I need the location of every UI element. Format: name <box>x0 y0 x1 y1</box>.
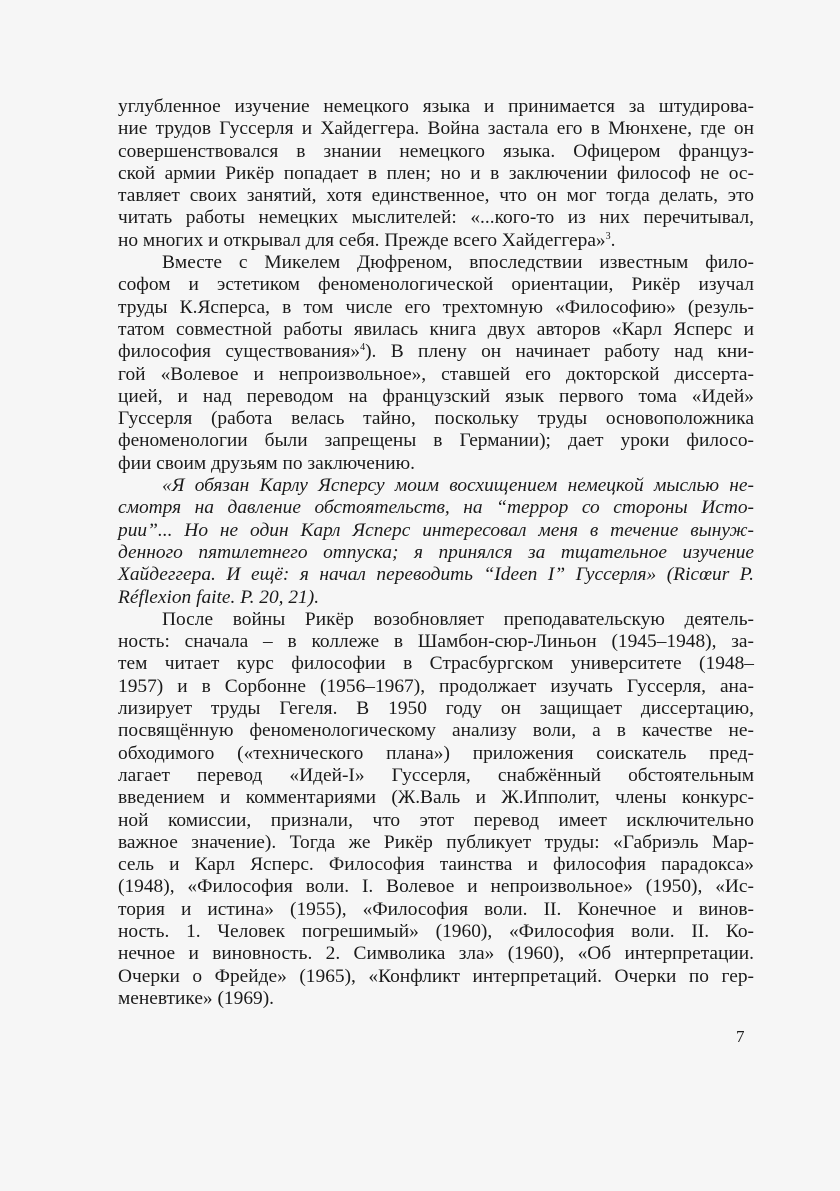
text-line: ность. 1. Человек погрешимый» (1960), «Философия воли. II. Ко- <box>118 920 754 942</box>
text-line: лизирует труды Гегеля. В 1950 году он защищает диссертацию, <box>118 698 754 720</box>
text-line: сель и Карл Ясперс. Философия таинства и философия парадокса» <box>118 854 754 876</box>
text-line: введением и комментариями (Ж.Валь и Ж.Ипполит, члены конкурс- <box>118 787 754 809</box>
text-line: Вместе с Микелем Дюфреном, впоследствии известным фило- <box>162 252 754 274</box>
text-line-tail: ). В плену он начинает работу над кни- <box>365 341 754 363</box>
text-line: лагает перевод «Идей-I» Гуссерля, снабжённый обстоятельным <box>118 764 754 786</box>
text-line: углубленное изучение немецкого языка и принимается за штудирова- <box>118 96 754 117</box>
text-line: гой «Волевое и непроизвольное», ставшей его докторской диссерта- <box>118 363 754 385</box>
text-line: феноменологии были запрещены в Германии); дает уроки филосо- <box>118 430 754 452</box>
paragraph-1 <box>118 96 754 252</box>
text-line: Гуссерля (работа велась тайно, поскольку труды основоположника <box>118 408 754 430</box>
text-line: совершенствовался в знании немецкого языка. Офицером француз- <box>118 140 754 162</box>
text-line: (1948), «Философия воли. I. Волевое и непроизвольное» (1950), «Ис- <box>118 876 754 898</box>
text-line: Réflexion faite. P. 20, 21). <box>118 586 320 608</box>
text-line: меневтике» (1969). <box>118 987 275 1009</box>
page-body <box>118 96 754 1010</box>
text-line: софом и эстетиком феноменологической ориентации, Рикёр изучал <box>118 274 754 296</box>
text-line: После войны Рикёр возобновляет преподавательскую деятель- <box>162 608 754 630</box>
text-line <box>118 230 754 252</box>
text-line <box>118 341 754 363</box>
text-line: Хайдеггера. И ещё: я начал переводить “Ideen I” Гуссерля» (Ricœur P. <box>118 564 754 586</box>
text-line: ной комиссии, признали, что этот перевод имеет исключительно <box>118 809 754 831</box>
text-line: тория и истина» (1955), «Философия воли. II. Конечное и винов- <box>118 898 754 920</box>
footnote-mark: 3 <box>605 230 611 242</box>
text-line: тем читает курс философии в Страсбургском университете (1948– <box>118 653 754 675</box>
page-number: 7 <box>736 1027 745 1046</box>
paragraph-2 <box>118 252 754 475</box>
text-line: ность: сначала – в коллеже в Шамбон-сюр-Линьон (1945–1948), за- <box>118 631 754 653</box>
text-line-content: философия существования» <box>118 341 361 363</box>
text-line: смотря на давление обстоятельств, на “террор со стороны Исто- <box>118 497 754 519</box>
quote-paragraph <box>118 475 754 609</box>
text-line: тавляет своих занятий, хотя единственное, что он мог тогда делать, это <box>118 185 754 207</box>
paragraph-4 <box>118 609 754 1010</box>
text-line: фии своим друзьям по заключению. <box>118 452 416 474</box>
text-line-tail: . <box>610 229 616 251</box>
text-line: труды К.Ясперса, в том числе его трехтомную «Философию» (резуль- <box>118 296 754 318</box>
text-line: читать работы немецких мыслителей: «...кого-то из них перечитывал, <box>118 207 754 229</box>
text-line: ние трудов Гуссерля и Хайдеггера. Война застала его в Мюнхене, где он <box>118 118 754 140</box>
text-line: посвящённую феноменологическому анализу воли, а в качестве не- <box>118 720 754 742</box>
text-line: нечное и виновность. 2. Символика зла» (1960), «Об интерпретации. <box>118 943 754 965</box>
text-line: денного пятилетнего отпуска; я принялся за тщательное изучение <box>118 541 754 563</box>
text-line: ской армии Рикёр попадает в плен; но и в заключении философ не ос- <box>118 162 754 184</box>
text-line: цией, и над переводом на французский язык первого тома «Идей» <box>118 385 754 407</box>
text-line: 1957) и в Сорбонне (1956–1967), продолжает изучать Гуссерля, ана- <box>118 675 754 697</box>
text-line: татом совместной работы явилась книга двух авторов «Карл Ясперс и <box>118 318 754 340</box>
footnote-mark: 4 <box>360 342 366 354</box>
text-line: важное значение). Тогда же Рикёр публикует труды: «Габриэль Мар- <box>118 831 754 853</box>
text-line: Очерки о Фрейде» (1965), «Конфликт интерпретаций. Очерки по гер- <box>118 965 754 987</box>
text-line: обходимого («технического плана») приложения соискатель пред- <box>118 742 754 764</box>
text-line-content: но многих и открывал для себя. Прежде всего Хайдеггера» <box>118 229 606 251</box>
text-line: «Я обязан Карлу Ясперсу моим восхищением немецкой мыслью не- <box>162 475 754 497</box>
text-line: рии”... Но не один Карл Ясперс интересовал меня в течение вынуж- <box>118 519 754 541</box>
